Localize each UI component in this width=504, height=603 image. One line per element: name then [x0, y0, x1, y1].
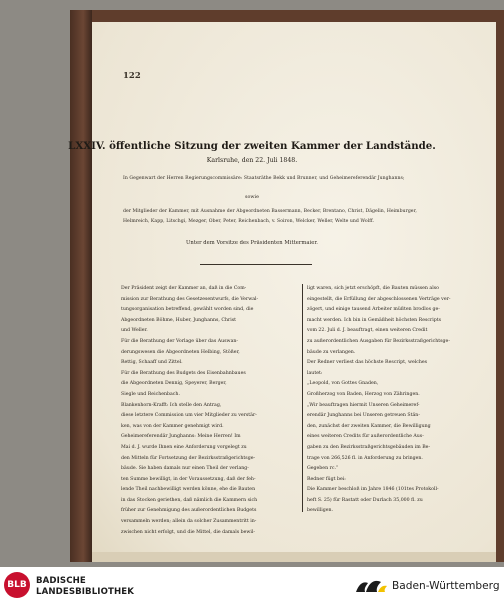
text-line: und Weller.	[121, 328, 148, 334]
text-line: eingestellt, die Erfüllung der abgeschlossenen Verträge ver-	[307, 296, 451, 302]
members-line-1: der Mitglieder der Kammer, mit Ausnahme der Abgeordneten Bassermann, Becker, Brentano, Christ, Dägelin, Heimburger,	[123, 209, 417, 214]
text-line: Gegeben rc.“	[307, 466, 339, 472]
text-line: bäude. Sie haben damals nur einen Theil der verlang-	[121, 466, 249, 472]
text-column-left	[121, 284, 295, 538]
section-divider	[200, 264, 312, 265]
text-line: mission zur Berathung des Gesetzesentwurfs, die Verwal-	[121, 296, 259, 302]
column-divider	[302, 284, 303, 512]
book-spine-edge	[70, 10, 92, 562]
text-line: Der Redner verliest das höchste Rescript, welches	[307, 360, 428, 366]
text-line: bewilligen.	[307, 508, 334, 514]
text-line: bäude zu verlangen.	[307, 349, 356, 355]
text-line: ken, was von der Kammer genehmigt wird.	[121, 423, 224, 429]
text-column-right	[307, 284, 481, 517]
page-bottom-edge	[92, 552, 496, 562]
text-line: lende Theil nachbewilligt werden könne, ehe die Bauten	[121, 487, 256, 493]
members-line-2: Helmreich, Kapp, Litschgi, Mezger, Ober, Peter, Reichenbach, v. Soiron, Welcker, Weller, Welte und Wolff.	[123, 219, 375, 224]
text-line: macht werden. Ich bin in Gemäßheit höchsten Rescripts	[307, 317, 442, 323]
text-line: Die Kammer beschloß im Jahre 1846 (101tes Protokoll-	[307, 487, 439, 493]
text-line: Der Präsident zeigt der Kammer an, daß in die Com-	[121, 286, 247, 291]
presidency-line: Unter dem Vorsitze des Präsidenten Mittermaier.	[186, 240, 318, 246]
page-number: 122	[123, 71, 141, 81]
text-line: tungsorganisation betreffend, gewählt worden sind, die	[121, 307, 254, 313]
text-line: die Abgeordneten Dennig, Speyerer, Berger,	[121, 381, 227, 387]
session-date: Karlsruhe, den 22. Juli 1848.	[206, 157, 298, 164]
session-title: LXXIV. öffentliche Sitzung der zweiten Kammer der Landstände.	[68, 140, 436, 152]
text-line: Siegle und Reichenbach.	[121, 391, 180, 397]
text-line: Für die Berathung der Vorlage über das Auswan-	[121, 338, 238, 344]
text-line: Rettig, Schaaff und Zittel.	[121, 360, 183, 366]
text-line: eines weiteren Credits für außerordentliche Aus-	[307, 434, 424, 440]
text-line: trage von 266,526 fl. in Anforderung zu bringen.	[307, 455, 423, 461]
text-line: zu außerordentlichen Ausgaben für Bezirksstraßgerichtsge-	[307, 338, 450, 344]
library-name-line-1: BADISCHE	[36, 576, 86, 586]
text-line: „Wir beauftragen hiermit Unseren Geheimeref-	[307, 402, 420, 408]
text-line: in das Stocken geriethen, daß nämlich die Kammern sich	[121, 497, 258, 503]
text-line: lautet:	[307, 370, 323, 376]
text-line: zwischen nicht erfolgt, und die Mittel, die damals bewil-	[121, 529, 255, 535]
sowie-line: sowie	[244, 195, 260, 200]
text-line: versammeln werden; allein da solcher Zusammentritt in-	[121, 519, 257, 525]
baden-wuerttemberg-lions-icon[interactable]	[354, 576, 388, 596]
text-line: den Mitteln für Fortsetzung der Bezirksstraßgerichtsge-	[121, 455, 256, 461]
text-line: Mai d. J. wurde Ihnen eine Anforderung vorgelegt zu	[121, 444, 247, 450]
library-name-line-2: LANDESBIBLIOTHEK	[36, 587, 134, 597]
text-line: Blankenhorn-Krafft: Ich stelle den Antrag,	[121, 402, 222, 408]
text-line: erendär Junghanns bei Unseren getreuen Stän-	[307, 413, 420, 419]
text-line: Für die Berathung des Budgets des Eisenbahnbaues	[121, 370, 246, 376]
text-line: ligt waren, sich jetzt erschöpft, die Bauten müssen also	[307, 286, 439, 291]
text-line: „Leopold, von Gottes Gnaden,	[307, 381, 379, 387]
text-line: früher zur Genehmigung des außerordentlichen Budgets	[121, 508, 257, 514]
text-line: Großherzog von Baden, Herzog von Zähringen.	[307, 391, 420, 397]
text-line: ten Summe bewilligt, in der Voraussetzung, daß der feh-	[121, 476, 256, 482]
text-line: Geheimereferendär Junghanns: Meine Herren! Im	[121, 434, 241, 440]
state-name[interactable]: Baden-Württemberg	[392, 580, 500, 592]
text-line: vom 22. Juli d. J. beauftragt, einen weiteren Credit	[307, 328, 428, 334]
text-line: derungswesen die Abgeordneten Helbing, Stößer,	[121, 349, 240, 355]
text-line: zögert, und einige tausend Arbeiter müßten brodlos ge-	[307, 307, 440, 313]
text-line: diese letztere Commission um vier Mitglieder zu verstär-	[121, 413, 257, 419]
text-line: Redner fügt bei:	[307, 476, 346, 482]
text-line: gaben zu den Bezirksstraßgerichtsgebäuden im Be-	[307, 444, 431, 450]
text-line: den, zunächst der zweiten Kammer, die Bewilligung	[307, 423, 431, 429]
blb-logo[interactable]: BLB	[4, 572, 30, 598]
text-line: Abgeordneten Böhme, Huber, Junghanns, Christ	[121, 317, 237, 323]
presence-line: In Gegenwart der Herren Regierungscommissäre: Staatsräthe Bekk und Brunner, und Geheimereferendär Junghanns;	[123, 176, 405, 181]
text-line: heft S. 25) für Rastatt oder Durlach 35,000 fl. zu	[307, 497, 423, 503]
